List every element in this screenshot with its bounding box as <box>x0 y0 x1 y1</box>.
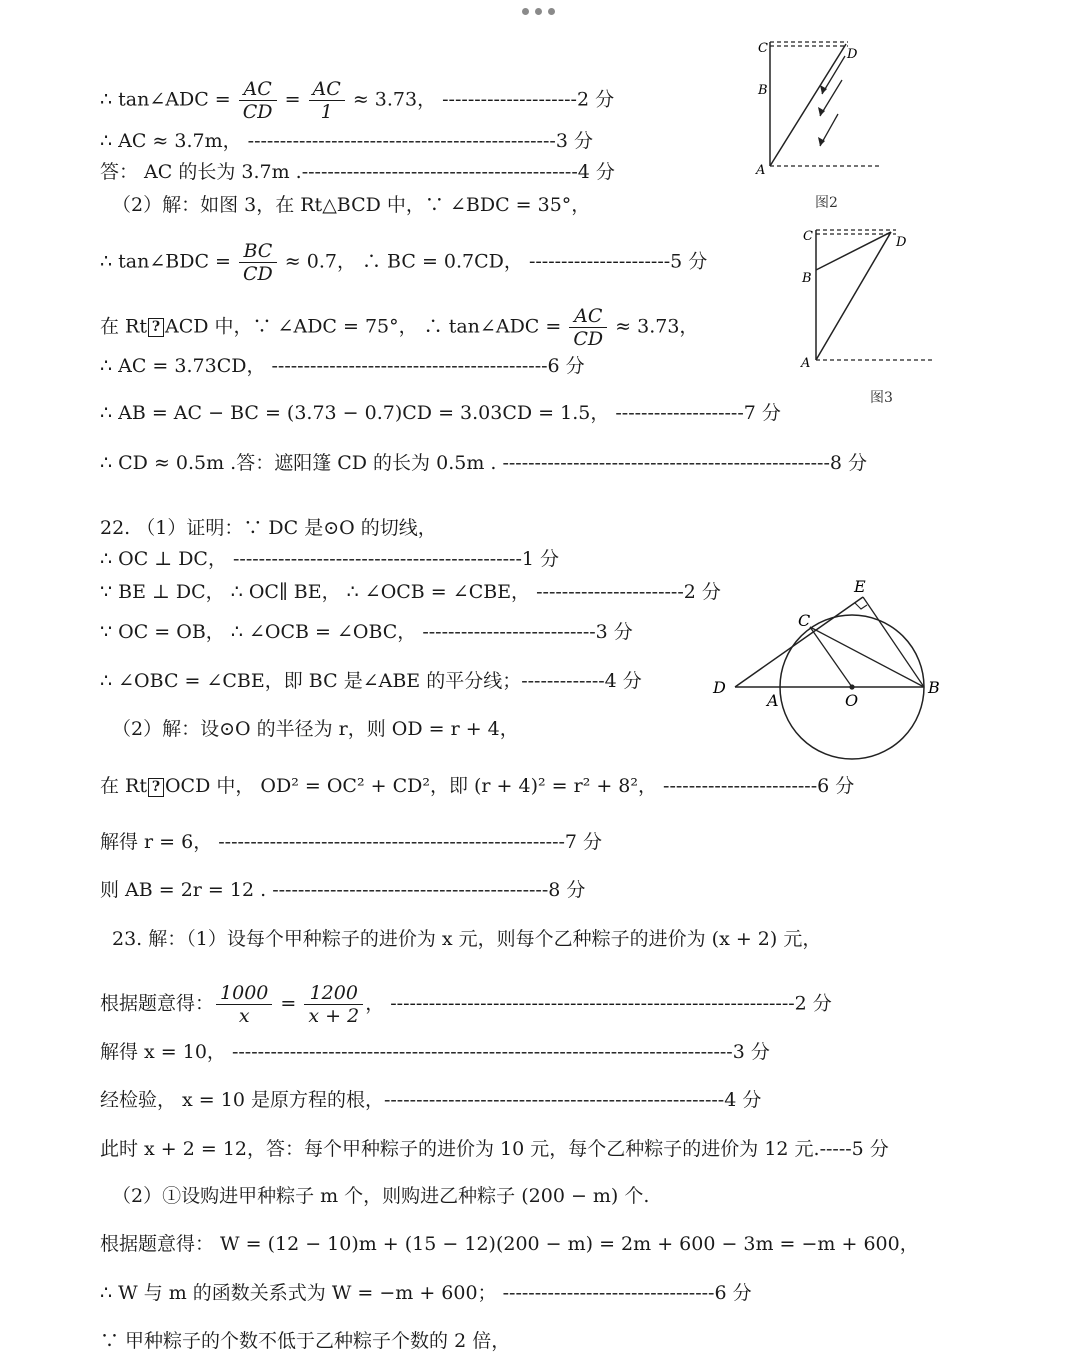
solution-line: ∴ ∠OBC = ∠CBE，即 BC 是∠ABE 的平分线；-------------4 分 <box>100 670 642 692</box>
solution-line: 答： AC 的长为 3.7m .-------------------------------------------4 分 <box>100 161 615 183</box>
right-angle-icon <box>855 603 867 609</box>
label-d: D <box>713 678 726 697</box>
solution-line: ∴ CD ≈ 0.5m .答：遮阳篷 CD 的长为 0.5m . ---------------------------------------------------8 分 <box>100 452 867 474</box>
segment-oc <box>810 627 852 687</box>
solution-line: ∴ W 与 m 的函数关系式为 W = −m + 600； ---------------------------------6 分 <box>100 1282 752 1304</box>
label-c: C <box>798 611 811 630</box>
label-e: E <box>854 577 866 596</box>
solution-line: （2）①设购进甲种粽子 m 个，则购进乙种粽子 (200 − m) 个. <box>112 1185 650 1207</box>
fraction: $\frac{AC}{CD}$ <box>569 305 607 350</box>
solution-line: （2）解：如图 3，在 Rt△BCD 中，∵ ∠BDC = 35°， <box>112 194 591 216</box>
label-d: D <box>847 47 858 62</box>
solution-line: ∵ BE ⊥ DC， ∴ OC∥ BE， ∴ ∠OCB = ∠CBE， -----------------------2 分 <box>100 581 721 603</box>
figure-3-diagram <box>796 220 941 370</box>
solution-line: 则 AB = 2r = 12 . -------------------------------------------8 分 <box>100 879 586 901</box>
line-text: ∴ tan∠ADC = <box>100 88 237 111</box>
solution-line: ∵ 甲种粽子的个数不低于乙种粽子个数的 2 倍， <box>100 1330 511 1352</box>
solution-line: ∴ AC = 3.73CD， -------------------------------------------6 分 <box>100 355 585 377</box>
fraction: $\frac{1000}{x}$ <box>216 982 272 1027</box>
center-point <box>849 684 854 689</box>
solution-line: ∴ tan∠ADC = $\frac{AC}{CD}$ = $\frac{AC}{1}$ ≈ 3.73， ---------------------2 分 <box>100 78 615 123</box>
label-o: O <box>845 691 859 710</box>
fraction: $\frac{1200}{x + 2}$ <box>304 982 363 1027</box>
label-b: B <box>802 271 812 286</box>
figure-2-diagram <box>750 36 890 181</box>
solution-line: （2）解：设⊙O 的半径为 r，则 OD = r + 4， <box>112 718 519 740</box>
figure-caption: 图2 <box>815 195 838 211</box>
solution-line: 在 Rt ? ACD 中，∵ ∠ADC = 75°， ∴ tan∠ADC = $\frac{AC}{CD}$ ≈ 3.73， <box>100 305 699 350</box>
more-options-icon[interactable] <box>522 8 558 18</box>
solution-line: 22. （1）证明：∵ DC 是⊙O 的切线， <box>100 517 437 539</box>
figure-caption: 图3 <box>870 390 893 406</box>
solution-line: ∵ OC = OB， ∴ ∠OCB = ∠OBC， ---------------------------3 分 <box>100 621 633 643</box>
segment-eb <box>863 597 924 687</box>
label-a: A <box>767 691 779 710</box>
solution-line: 解得 x = 10， ------------------------------------------------------------------------------3 分 <box>100 1041 770 1063</box>
label-d: D <box>896 235 907 250</box>
segment-cb <box>810 627 924 687</box>
solution-line: 根据题意得： $\frac{1000}{x}$ = $\frac{1200}{x + 2}$ ， ---------------------------------------------------------------2 分 <box>100 982 832 1027</box>
circle-diagram <box>705 572 950 767</box>
solution-line: 根据题意得： W = (12 − 10)m + (15 − 12)(200 − m) = 2m + 600 − 3m = −m + 600， <box>100 1233 919 1255</box>
fraction: $\frac{BC}{CD}$ <box>239 240 277 285</box>
solution-line: ∴ tan∠BDC = $\frac{BC}{CD}$ ≈ 0.7， ∴ BC = 0.7CD， ----------------------5 分 <box>100 240 708 285</box>
label-c: C <box>758 41 768 56</box>
label-b: B <box>758 83 768 98</box>
solution-line: ∴ AB = AC − BC = (3.73 − 0.7)CD = 3.03CD = 1.5， --------------------7 分 <box>100 402 781 424</box>
solution-line: 23. 解：（1）设每个甲种粽子的进价为 x 元，则每个乙种粽子的进价为 (x + 2) 元， <box>112 928 822 950</box>
solution-line: 解得 r = 6， ------------------------------------------------------7 分 <box>100 831 603 853</box>
solution-line: ∴ AC ≈ 3.7m， ------------------------------------------------3 分 <box>100 130 593 152</box>
solution-line: 在 Rt ? OCD 中， OD² = OC² + CD²，即 (r + 4)² = r² + 8²， ------------------------6 分 <box>100 775 855 797</box>
solution-line: 经检验， x = 10 是原方程的根，-----------------------------------------------------4 分 <box>100 1089 762 1111</box>
label-a: A <box>801 356 811 370</box>
label-c: C <box>803 229 813 244</box>
missing-glyph-icon: ? <box>148 318 164 337</box>
sunray-line <box>770 44 846 166</box>
fraction: $\frac{AC}{CD}$ <box>239 78 277 123</box>
label-b: B <box>928 678 940 697</box>
label-a: A <box>756 163 766 178</box>
solution-line: ∴ OC ⊥ DC， ---------------------------------------------1 分 <box>100 548 560 570</box>
missing-glyph-icon: ? <box>148 778 164 797</box>
solution-line: 此时 x + 2 = 12，答：每个甲种粽子的进价为 10 元，每个乙种粽子的进价为 12 元.-----5 分 <box>100 1138 889 1160</box>
fraction: $\frac{AC}{1}$ <box>309 78 345 123</box>
